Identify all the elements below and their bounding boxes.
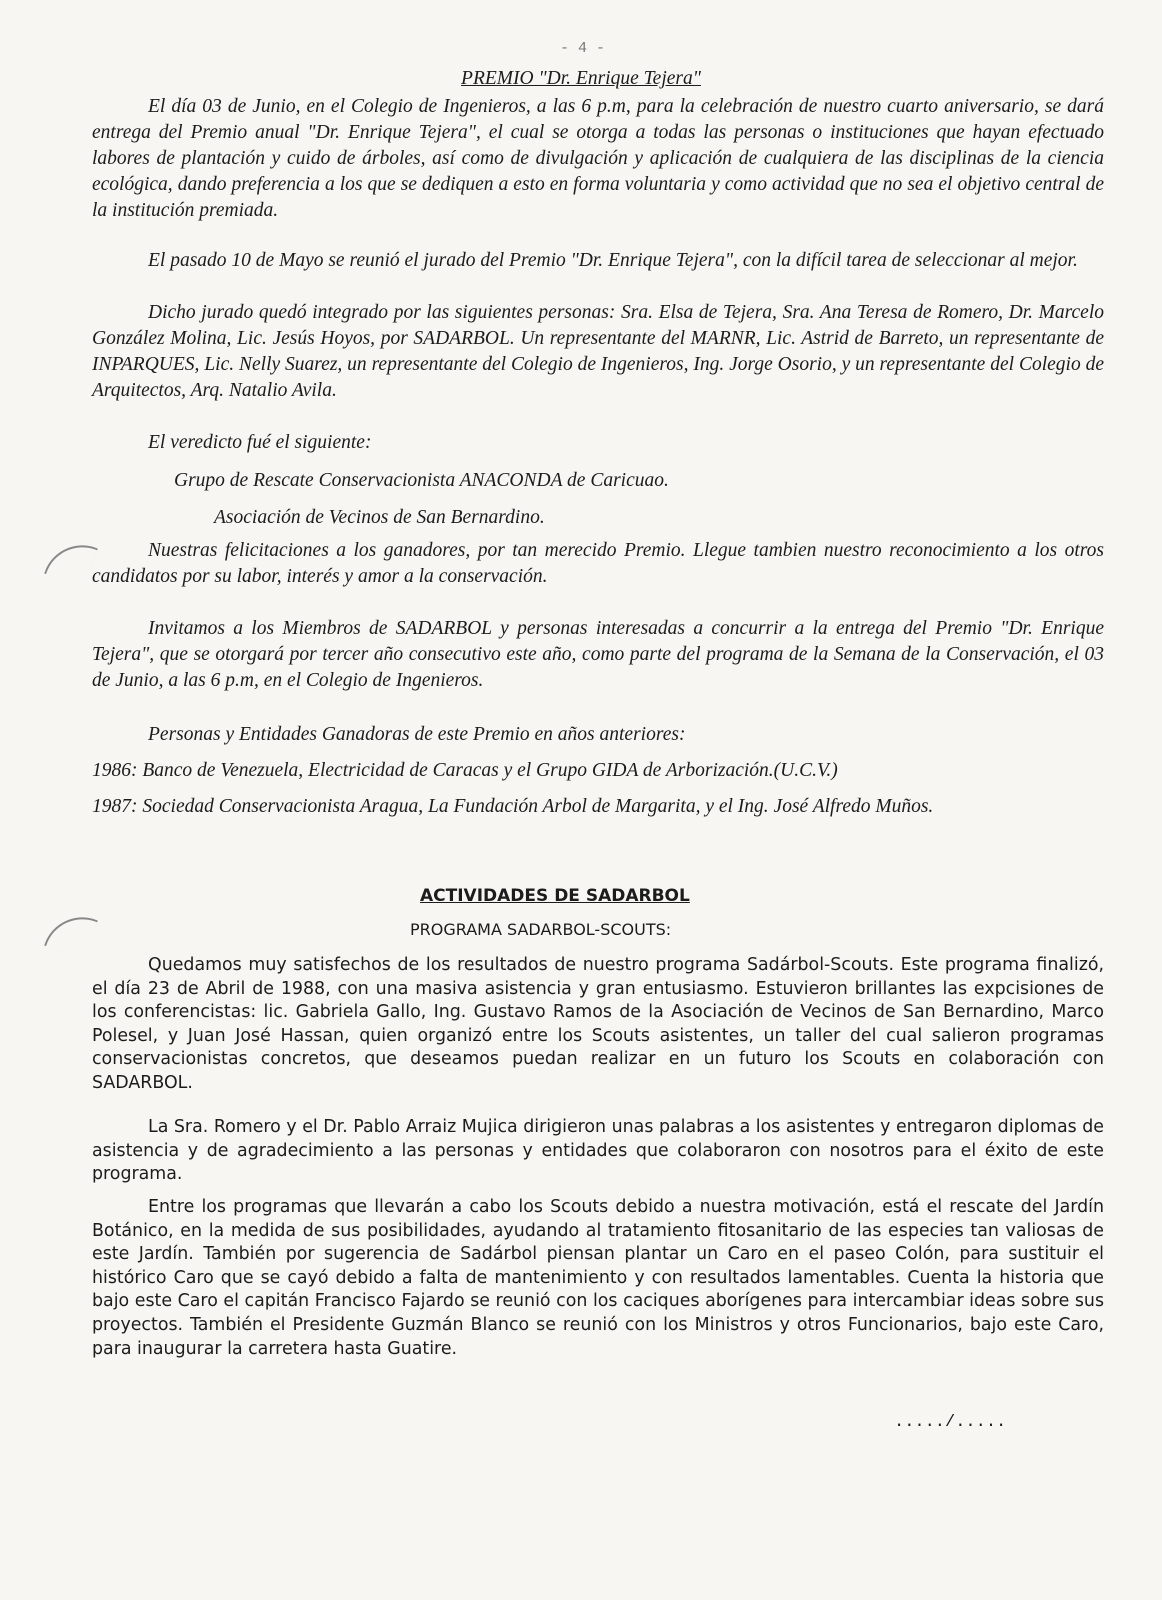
jurado-members: Dicho jurado quedó integrado por las siguientes personas: Sra. Elsa de Tejera, Sra. Ana Teresa de Romero, Dr. Marcelo González Molina, Lic. Jesús Hoyos, por SADARBOL. Un representante del MARNR, Lic. Astrid de Barreto, un representante de INPARQUES, Lic. Nelly Suarez, un representante del Colegio de Ingenieros, Ing. Jorge Osorio, y un representante del Colegio de Arquitectos, Arq. Natalio Avila.: [92, 302, 1104, 401]
premio-title: PREMIO "Dr. Enrique Tejera": [461, 68, 701, 89]
previous-winner-1987: 1987: Sociedad Conservacionista Aragua, La Fundación Arbol de Margarita, y el Ing. José Alfredo Muños.: [92, 796, 934, 817]
continuation-mark: ...../.....: [894, 1413, 1007, 1432]
scouts-paragraph-2: La Sra. Romero y el Dr. Pablo Arraiz Mujica dirigieron unas palabras a los asistentes y entregaron diplomas de asistencia y de agradecimiento a las personas y entidades que colaboraron con nosotros para el éxito de este programa.: [92, 1117, 1104, 1185]
invitation: Invitamos a los Miembros de SADARBOL y personas interesadas a concurrir a la entrega del Premio "Dr. Enrique Tejera", que se otorgará por tercer año consecutivo este año, como parte del programa de la Semana de la Conservación, el 03 de Junio, a las 6 p.m, en el Colegio de Ingenieros.: [92, 618, 1104, 691]
scouts-program-subtitle: PROGRAMA SADARBOL-SCOUTS:: [410, 920, 672, 939]
winner-1: Grupo de Rescate Conservacionista ANACONDA de Caricuao.: [174, 470, 669, 491]
punch-hole-mark: [44, 534, 98, 588]
punch-hole-mark: [44, 906, 98, 960]
verdict-label: El veredicto fué el siguiente:: [148, 432, 372, 453]
previous-winners-label: Personas y Entidades Ganadoras de este Premio en años anteriores:: [148, 724, 686, 745]
scouts-paragraph-1: Quedamos muy satisfechos de los resultados de nuestro programa Sadárbol-Scouts. Este programa finalizó, el día 23 de Abril de 1988, con una masiva asistencia y gran entusiasmo. Estuvieron brillantes las expcisiones de los conferencistas: lic. Gabriela Gallo, Ing. Gustavo Ramos de la Asociación de Vecinos de San Bernardino, Marco Polesel, y Juan José Hassan, quien organizó entre los Scouts asistentes, un taller del cual salieron programas conservacionistas concretos, que deseamos puedan realizar en un futuro los Scouts en colaboración con SADARBOL.: [92, 955, 1104, 1093]
premio-intro: El día 03 de Junio, en el Colegio de Ingenieros, a las 6 p.m, para la celebración de nuestro cuarto aniversario, se dará entrega del Premio anual "Dr. Enrique Tejera", el cual se otorga a todas las personas o instituciones que hayan efectuado labores de plantación y cuido de árboles, así como de divulgación y aplicación de cualquiera de las disciplinas de la ciencia ecológica, dando preferencia a los que se dediquen a esto en forma voluntaria y como actividad que no sea el objetivo central de la institución premiada.: [92, 96, 1104, 221]
scouts-paragraph-3: Entre los programas que llevarán a cabo los Scouts debido a nuestra motivación, está el rescate del Jardín Botánico, en la medida de sus posibilidades, ayudando al tratamiento fitosanitario de las especies tan valiosas de este Jardín. También por sugerencia de Sadárbol piensan plantar un Caro en el paseo Colón, para sustituir el histórico Caro que se cayó debido a falta de mantenimiento y con resultados lamentables. Cuenta la historia que bajo este Caro el capitán Francisco Fajardo se reunió con los caciques aborígenes para intercambiar ideas sobre sus proyectos. También el Presidente Guzmán Blanco se reunió con los Ministros y otros Funcionarios, bajo este Caro, para inaugurar la carretera hasta Guatire.: [92, 1197, 1104, 1359]
jurado-meeting: El pasado 10 de Mayo se reunió el jurado del Premio "Dr. Enrique Tejera", con la difícil tarea de seleccionar al mejor.: [148, 250, 1078, 271]
winner-2: Asociación de Vecinos de San Bernardino.: [214, 507, 545, 528]
previous-winner-1986: 1986: Banco de Venezuela, Electricidad de Caracas y el Grupo GIDA de Arborización.(U.C.V.): [92, 760, 838, 781]
congratulations: Nuestras felicitaciones a los ganadores, por tan merecido Premio. Llegue tambien nuestro reconocimiento a los otros candidatos por su labor, interés y amor a la conservación.: [92, 540, 1104, 587]
page-number: - 4 -: [560, 40, 606, 57]
actividades-title: ACTIVIDADES DE SADARBOL: [420, 886, 690, 906]
